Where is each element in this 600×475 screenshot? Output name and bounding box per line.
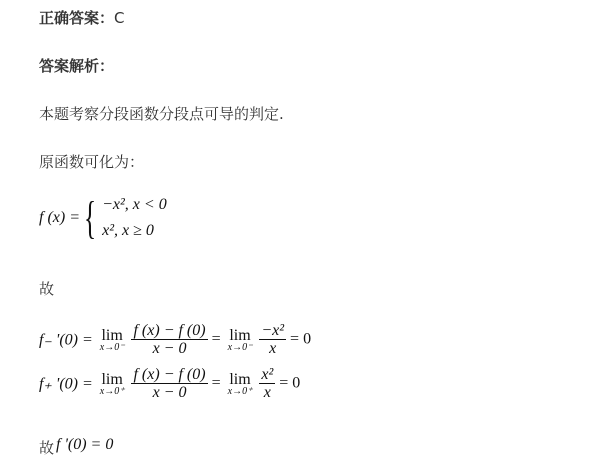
left-frac1-den: x − 0 xyxy=(152,340,187,357)
left-frac1-num: f (x) − f (0) xyxy=(133,322,206,339)
left-derivative-lhs: f₋ '(0) = xyxy=(39,331,93,349)
left-limit-sub: x→0⁻ xyxy=(99,341,125,353)
left-limit xyxy=(100,328,125,352)
right-result: = 0 xyxy=(279,374,301,392)
right-limit-sub-2: x→0⁺ xyxy=(227,385,253,397)
analysis-label: 答案解析： xyxy=(39,57,115,75)
right-frac1-num: f (x) − f (0) xyxy=(133,366,206,383)
left-frac2-num: −x² xyxy=(261,322,285,339)
left-result: = 0 xyxy=(290,330,312,348)
left-simplified-fraction xyxy=(259,322,286,357)
piecewise-lhs: f (x) = xyxy=(39,209,80,226)
right-frac2-num: x² xyxy=(261,366,274,383)
right-limit xyxy=(100,372,125,396)
answer-value: C xyxy=(114,9,125,27)
right-frac1-den: x − 0 xyxy=(152,384,187,401)
piecewise-case-nonnegative: x², x ≥ 0 xyxy=(102,222,154,239)
right-derivative-lhs: f₊ '(0) = xyxy=(39,375,93,393)
left-limit-word-2: lim xyxy=(229,326,251,344)
therefore-paragraph: 故 xyxy=(39,280,55,298)
right-limit-word: lim xyxy=(101,370,123,388)
rewrite-paragraph: 原函数可化为： xyxy=(39,153,145,171)
left-limit-word: lim xyxy=(101,326,123,344)
brace-symbol: { xyxy=(84,192,97,243)
right-difference-quotient xyxy=(131,366,207,401)
piecewise-formula xyxy=(39,192,167,244)
right-simplified-fraction xyxy=(259,366,275,401)
left-difference-quotient xyxy=(131,322,207,357)
conclusion-line xyxy=(39,438,113,459)
right-frac2-den: x xyxy=(263,384,271,401)
left-limit-2 xyxy=(228,328,253,352)
left-derivative-formula xyxy=(39,322,311,357)
conclusion-formula: f '(0) = 0 xyxy=(56,436,114,453)
left-frac2-den: x xyxy=(269,340,277,357)
intro-paragraph: 本题考察分段函数分段点可导的判定. xyxy=(39,105,284,123)
right-derivative-formula xyxy=(39,366,300,401)
answer-line xyxy=(39,8,125,28)
right-equals: = xyxy=(211,374,221,392)
answer-label: 正确答案： xyxy=(39,9,115,27)
piecewise-case-negative: −x², x < 0 xyxy=(102,196,167,213)
right-limit-word-2: lim xyxy=(229,370,251,388)
piecewise-cases xyxy=(102,192,167,244)
right-limit-2 xyxy=(228,372,253,396)
left-limit-sub-2: x→0⁻ xyxy=(227,341,253,353)
left-equals: = xyxy=(211,330,221,348)
conclusion-prefix: 故 xyxy=(39,439,55,457)
right-limit-sub: x→0⁺ xyxy=(99,385,125,397)
